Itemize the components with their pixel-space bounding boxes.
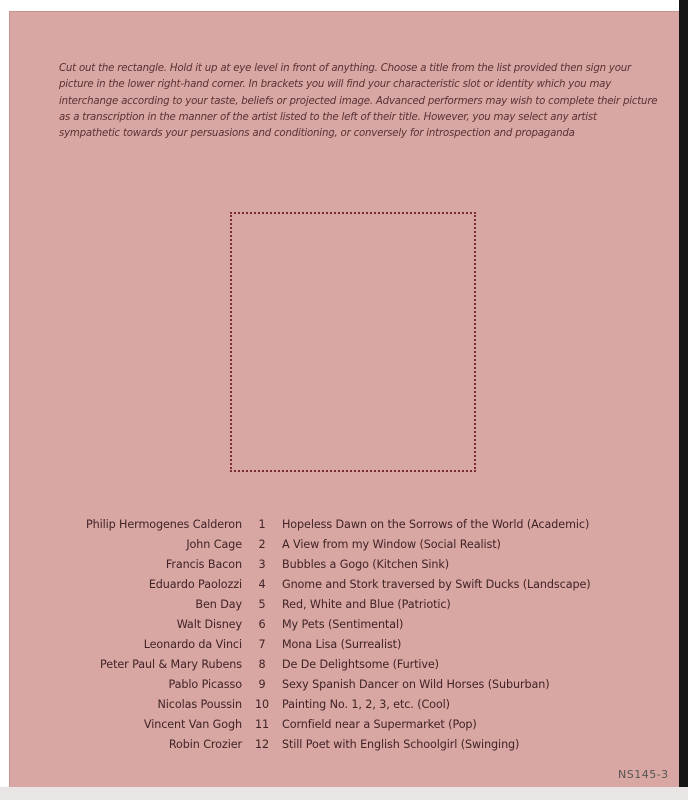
picture-title: De De Delightsome (Furtive)	[282, 657, 439, 671]
entry-number: 9	[258, 677, 266, 691]
list-row	[50, 534, 591, 554]
picture-title: Still Poet with English Schoolgirl (Swinging)	[282, 737, 520, 751]
artist-name: Philip Hermogenes Calderon	[85, 517, 242, 531]
list-row	[50, 514, 591, 534]
entry-number: 3	[258, 557, 266, 571]
list-row	[50, 734, 591, 754]
entry-number: 5	[258, 597, 266, 611]
list-row	[50, 694, 591, 714]
artist-name: Leonardo da Vinci	[143, 637, 242, 651]
picture-title: Sexy Spanish Dancer on Wild Horses (Suburban)	[282, 677, 550, 691]
list-row	[50, 574, 591, 594]
artist-title-list	[50, 514, 591, 754]
entry-number: 2	[258, 537, 266, 551]
artist-name: Vincent Van Gogh	[143, 717, 242, 731]
list-row	[50, 594, 591, 614]
artist-name: Francis Bacon	[165, 557, 242, 571]
pink-card	[9, 11, 680, 788]
artist-name: Pablo Picasso	[168, 677, 242, 691]
scan-edge-right	[679, 0, 688, 800]
artist-name: Ben Day	[195, 597, 242, 611]
instructions-text: Cut out the rectangle. Hold it up at eye level in front of anything. Choose a title from the list provided then sign your picture in the lower right-hand corner. In brackets you will find your characteristic slot or identity which you may interchange according to your taste, beliefs or projected image. Advanced performers may wish to complete their picture as a transcription in the manner of the artist listed to the left of their title. However, you may select any artist sympathetic towards your persuasions and conditioning, or conversely for introspection and propaganda	[59, 63, 658, 140]
picture-title: Cornfield near a Supermarket (Pop)	[282, 717, 477, 731]
entry-number: 1	[258, 517, 266, 531]
list-row	[50, 554, 591, 574]
entry-number: 4	[258, 577, 266, 591]
artist-name: Eduardo Paolozzi	[148, 577, 242, 591]
picture-title: My Pets (Sentimental)	[282, 617, 404, 631]
picture-title: Bubbles a Gogo (Kitchen Sink)	[282, 557, 449, 571]
scan-edge-bottom	[0, 787, 688, 800]
list-row	[50, 654, 591, 674]
artist-name: Walt Disney	[176, 617, 242, 631]
artist-name: John Cage	[186, 537, 242, 551]
picture-title: Hopeless Dawn on the Sorrows of the World (Academic)	[282, 517, 590, 531]
entry-number: 8	[258, 657, 266, 671]
list-row	[50, 714, 591, 734]
cut-out-rectangle	[230, 212, 476, 472]
picture-title: Gnome and Stork traversed by Swift Ducks (Landscape)	[282, 577, 591, 591]
entry-number: 7	[258, 637, 266, 651]
entry-number: 6	[258, 617, 266, 631]
entry-number: 10	[254, 697, 270, 711]
entry-number: 12	[254, 737, 270, 751]
list-row	[50, 634, 591, 654]
artist-name: Robin Crozier	[168, 737, 242, 751]
artist-name: Nicolas Poussin	[157, 697, 242, 711]
picture-title: A View from my Window (Social Realist)	[282, 537, 501, 551]
list-row	[50, 674, 591, 694]
artist-name: Peter Paul & Mary Rubens	[100, 657, 242, 671]
picture-title: Mona Lisa (Surrealist)	[282, 637, 402, 651]
picture-title: Red, White and Blue (Patriotic)	[282, 597, 451, 611]
picture-title: Painting No. 1, 2, 3, etc. (Cool)	[282, 697, 450, 711]
list-row	[50, 614, 591, 634]
entry-number: 11	[254, 717, 270, 731]
catalog-number: NS145-3	[618, 768, 669, 781]
